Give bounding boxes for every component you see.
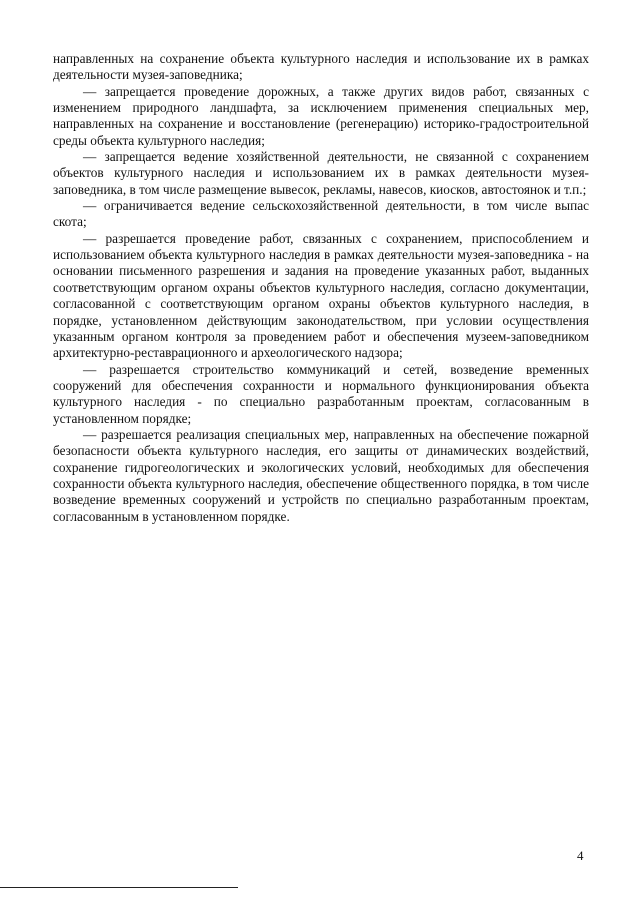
paragraph-preservation-works-allowed: — разрешается проведение работ, связанных с сохранением, приспособлением и использованием объекта культурного наследия в рамках деятельности музея-заповедника - на основании письменного разрешения и задания на проведение указанных работ, выданных соответствующим органом охраны объектов культурного наследия, согласно документации, согласованной с соответствующим органом охраны объектов культурного наследия, в порядке, установленном действующим законодательством, при условии осуществления указанным органом контроля за проведением работ и обеспечения музеем-заповедником архитектурно-реставрационного и археологического надзора; (53, 230, 589, 361)
document-body (53, 51, 589, 525)
paragraph-utilities-construction-allowed: — разрешается строительство коммуникаций и сетей, возведение временных сооружений для обеспечения сохранности и нормального функционирования объекта культурного наследия - по специально разработанным проектам, согласованным в установленном порядке; (53, 361, 589, 426)
footer-rule (0, 887, 238, 888)
paragraph-continuation: направленных на сохранение объекта культурного наследия и использование их в рамках деятельности музея-заповедника; (53, 51, 589, 83)
paragraph-agriculture-restriction: — ограничивается ведение сельскохозяйственной деятельности, в том числе выпас скота; (53, 198, 589, 230)
paragraph-special-measures-allowed: — разрешается реализация специальных мер, направленных на обеспечение пожарной безопасности объекта культурного наследия, его защиты от динамических воздействий, сохранение гидрогеологических и экологических условий, необходимых для обеспечения сохранности объекта культурного наследия, обеспечение общественного порядка, в том числе возведение временных сооружений и устройств по специально разработанным проектам, согласованным в установленном порядке. (53, 426, 589, 524)
paragraph-road-works-ban: — запрещается проведение дорожных, а также других видов работ, связанных с изменением природного ландшафта, за исключением применения специальных мер, направленных на сохранение и восстановление (регенерацию) историко-градостроительной среды объекта культурного наследия; (53, 83, 589, 148)
paragraph-economic-activity-ban: — запрещается ведение хозяйственной деятельности, не связанной с сохранением объектов культурного наследия и использованием их в рамках деятельности музея-заповедника, в том числе размещение вывесок, рекламы, навесов, киосков, автостоянок и т.п.; (53, 149, 589, 197)
page-number: 4 (577, 848, 584, 863)
